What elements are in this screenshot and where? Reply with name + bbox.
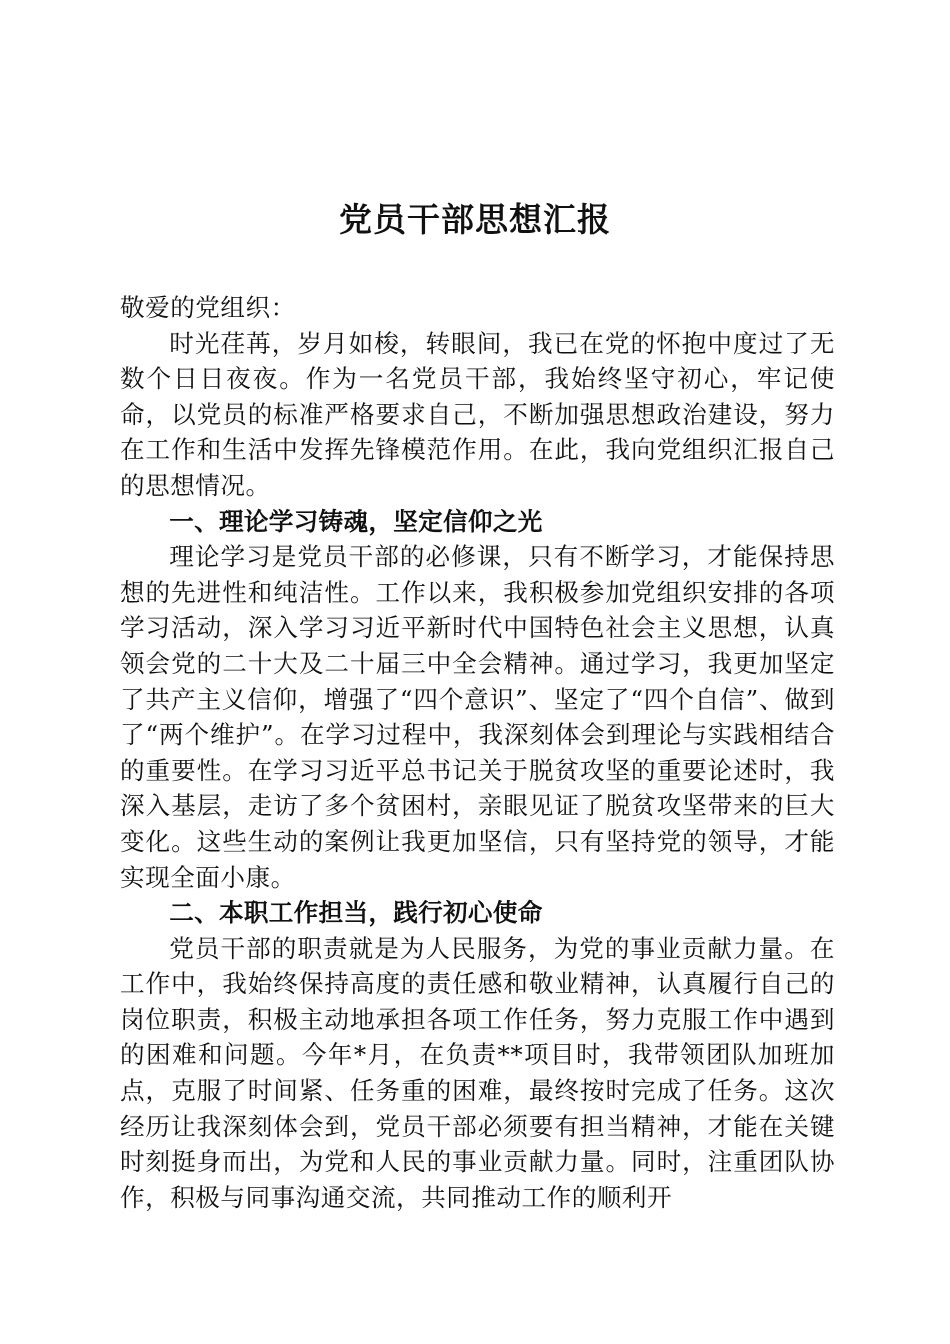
salutation: 敬爱的党组织： xyxy=(120,293,296,322)
document-title: 党员干部思想汇报 xyxy=(339,200,611,239)
intro-paragraph: 时光荏苒，岁月如梭，转眼间，我已在党的怀抱中度过了无数个日日夜夜。作为一名党员干部，我始终坚守初心，牢记使命，以党员的标准严格要求自己，不断加强思想政治建设，努力在工作和生活中发挥先锋模范作用。在此，我向党组织汇报自己的思想情况。 xyxy=(120,328,835,500)
section-body-1: 理论学习是党员干部的必修课，只有不断学习，才能保持思想的先进性和纯洁性。工作以来，我积极参加党组织安排的各项学习活动，深入学习习近平新时代中国特色社会主义思想，认真领会党的二十大及二十届三中全会精神。通过学习，我更加坚定了共产主义信仰，增强了“四个意识”、坚定了“四个自信”、做到了“两个维护”。在学习过程中，我深刻体会到理论与实践相结合的重要性。在学习习近平总书记关于脱贫攻坚的重要论述时，我深入基层，走访了多个贫困村，亲眼见证了脱贫攻坚带来的巨大变化。这些生动的案例让我更加坚信，只有坚持党的领导，才能实现全面小康。 xyxy=(120,542,835,892)
section-body-2: 党员干部的职责就是为人民服务，为党的事业贡献力量。在工作中，我始终保持高度的责任感和敬业精神，认真履行自己的岗位职责，积极主动地承担各项工作任务，努力克服工作中遇到的困难和问题。今年*月，在负责**项目时，我带领团队加班加点，克服了时间紧、任务重的困难，最终按时完成了任务。这次经历让我深刻体会到，党员干部必须要有担当精神，才能在关键时刻挺身而出，为党和人民的事业贡献力量。同时，注重团队协作，积极与同事沟通交流，共同推动工作的顺利开 xyxy=(120,933,835,1212)
section-heading-2: 二、本职工作担当，践行初心使命 xyxy=(169,898,543,928)
document-body xyxy=(120,290,835,1215)
section-heading-1: 一、理论学习铸魂，坚定信仰之光 xyxy=(169,506,543,536)
